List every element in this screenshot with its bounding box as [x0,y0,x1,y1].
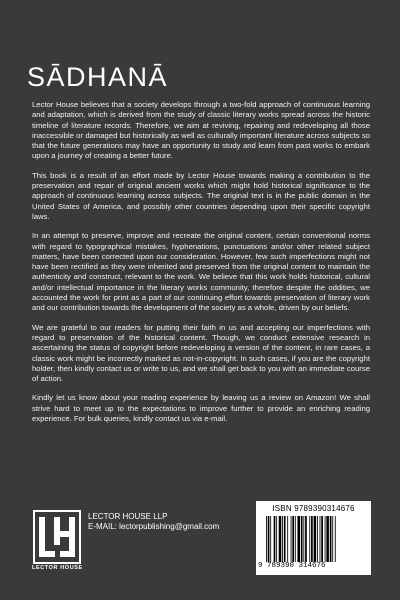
logo-caption: LECTOR HOUSE [32,565,83,571]
barcode-bar [282,516,283,562]
description-paragraph: In an attempt to preserve, improve and recreate the original content, certain conventional norms with regard to typographical mistakes, hyphenations, punctuations and/or other related subject matters, have been corrected upon our consideration. However, few such imperfections might not have been rectified as they were inherited and preserved from the original content to maintain the authenticity and construct, relevant to the work. We believe that this work holds historical, cultural and/or intellectual importance in the literary works community, therefore despite the oddities, we accounted the work for print as a part of our continuing effort towards preservation of literary work and our contribution towards the development of the society as a whole, driven by our beliefs. [32,231,370,313]
barcode-bar [295,516,296,562]
barcode-bar [335,516,336,562]
lector-house-logo-icon [32,509,82,573]
barcode-bar [309,516,310,562]
publisher-name: LECTOR HOUSE LLP [88,512,168,521]
barcode-bar [325,516,326,562]
barcode-bar [332,516,333,562]
barcode-bar [276,516,277,562]
barcode-bar [303,516,304,562]
barcode-bar [279,516,282,562]
barcode-bar [266,516,267,562]
description-paragraph: We are grateful to our readers for putting their faith in us and accepting our imperfections with regard to preservation of the historical content. Though, we conduct extensive research in ascertaining the status of copyright before redeveloping a version of the content, in rare cases, a classic work might be incorrectly marked as not-in-copyright. In such cases, if you are the copyright holder, then kindly contact us or write to us, and we shall get back to you with an immediate course of action. [32,322,370,384]
publisher-email: E-MAIL: lectorpublishing@gmail.com [88,522,220,531]
isbn-label: ISBN 9789390314676 [272,504,355,513]
barcode-bar [311,516,313,562]
description-paragraph: This book is a result of an effort made by Lector House towards making a contribution to the preservation and repair of original ancient works which might hold historical significance to the approach of continuous learning across subjects. The original text is in the public domain in the United States of America, and possibly other countries depending upon their specific copyright laws. [32,170,370,221]
barcode-bar [268,516,270,562]
book-title: SĀDHANĀ [27,62,169,92]
barcode-bar [305,516,307,562]
barcode-bar [297,516,300,562]
barcode-bar [314,516,317,562]
barcode-bar [284,516,286,562]
barcode-bar [320,516,321,562]
description-paragraph: Kindly let us know about your reading experience by leaving us a review on Amazon! We shall strive hard to meet up to the expectations to improve further to provide an enriching reading experience. For bulk queries, kindly contact us via e-mail. [32,393,370,424]
publisher-block [32,509,242,579]
barcode-digits: 9 789390 314676 [258,562,326,570]
description-paragraph: Lector House believes that a society develops through a two-fold approach of continuous learning and adaptation, which is derived from the study of classic literary works spread across the historic timeline of literature records. Therefore, we aim at reviving, repairing and redeveloping all those inaccessible or damaged but historically as well as culturally important literature across subjects so that the future generations may have an opportunity to study and learn from past works to embark upon a journey of creating a better future. [32,100,370,161]
barcode-bar [270,516,271,562]
barcode-bar [317,516,318,562]
barcode-bars [265,516,365,562]
cover-description [32,100,370,433]
barcode-bar [287,516,288,562]
barcode-bar [301,516,303,562]
barcode-bar [291,516,292,562]
barcode-bar [330,516,332,562]
barcode-bar [274,516,276,562]
isbn-barcode [256,501,371,575]
barcode-bar [326,516,329,562]
barcode-bar [292,516,294,562]
barcode-bar [321,516,323,562]
